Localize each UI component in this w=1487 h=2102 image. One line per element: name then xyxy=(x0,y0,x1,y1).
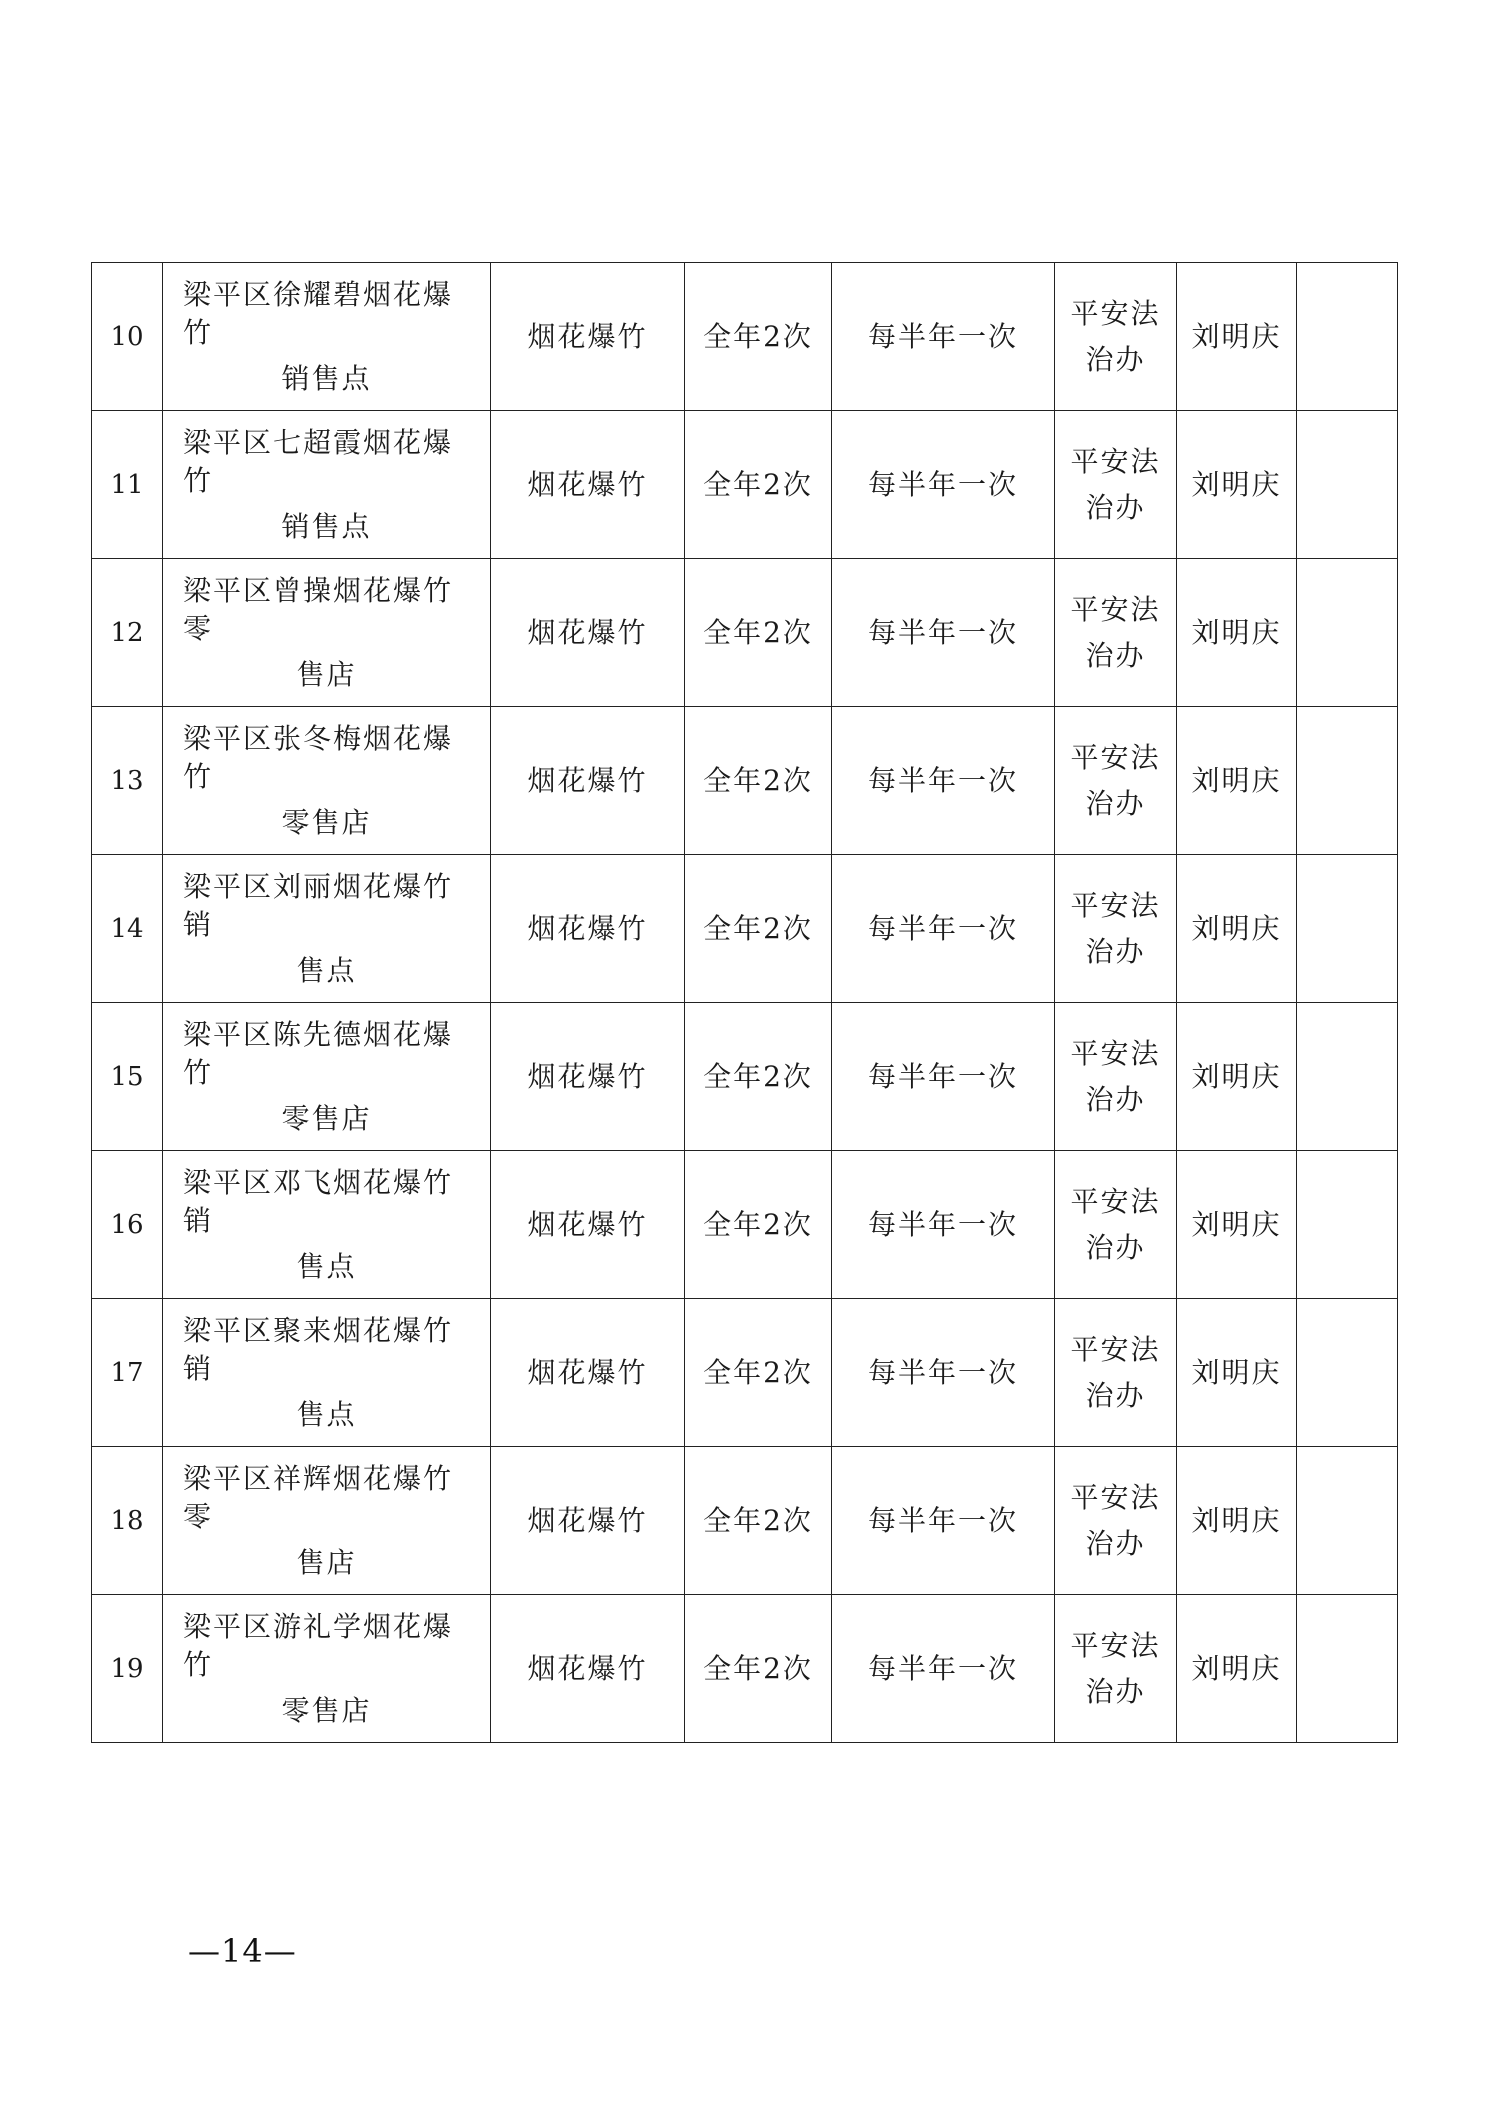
shop-name-cell xyxy=(163,263,491,411)
shop-name-line2: 售点 xyxy=(296,1249,357,1283)
row-index-cell xyxy=(92,1151,163,1299)
category-cell xyxy=(491,1299,685,1447)
remarks-cell xyxy=(1297,1595,1398,1743)
unit-line2: 治办 xyxy=(1085,934,1146,968)
row-index: 16 xyxy=(110,1209,144,1240)
schedule-cell xyxy=(832,559,1055,707)
row-index: 15 xyxy=(110,1061,144,1092)
table-row xyxy=(92,1447,1398,1595)
responsible-person: 刘明庆 xyxy=(1191,1059,1282,1093)
frequency: 全年2次 xyxy=(703,1651,813,1685)
schedule: 每半年一次 xyxy=(867,911,1018,945)
schedule: 每半年一次 xyxy=(867,467,1018,501)
schedule-cell xyxy=(832,263,1055,411)
shop-name-cell xyxy=(163,1595,491,1743)
row-index: 18 xyxy=(110,1505,144,1536)
table-body xyxy=(92,263,1398,1743)
row-index-cell xyxy=(92,411,163,559)
row-index: 19 xyxy=(110,1653,144,1684)
person-cell xyxy=(1177,1299,1297,1447)
schedule: 每半年一次 xyxy=(867,763,1018,797)
unit-line1: 平安法 xyxy=(1070,1332,1161,1366)
category: 烟花爆竹 xyxy=(527,1651,648,1685)
shop-name-line1: 梁平区聚来烟花爆竹销 xyxy=(183,1313,454,1385)
row-index: 14 xyxy=(110,913,144,944)
schedule-cell xyxy=(832,1003,1055,1151)
remarks-cell xyxy=(1297,1151,1398,1299)
unit-line1: 平安法 xyxy=(1070,888,1161,922)
person-cell xyxy=(1177,1595,1297,1743)
unit-line1: 平安法 xyxy=(1070,296,1161,330)
frequency: 全年2次 xyxy=(703,1059,813,1093)
person-cell xyxy=(1177,707,1297,855)
row-index-cell xyxy=(92,1003,163,1151)
schedule-cell xyxy=(832,1299,1055,1447)
person-cell xyxy=(1177,1151,1297,1299)
category: 烟花爆竹 xyxy=(527,1207,648,1241)
responsible-person: 刘明庆 xyxy=(1191,1207,1282,1241)
row-index-cell xyxy=(92,1595,163,1743)
category-cell xyxy=(491,559,685,707)
unit-cell xyxy=(1055,411,1177,559)
shop-name-line2: 售点 xyxy=(296,953,357,987)
shop-name-line1: 梁平区徐耀碧烟花爆竹 xyxy=(183,277,454,349)
shop-name-cell xyxy=(163,1447,491,1595)
shop-name-line2: 零售店 xyxy=(281,805,372,839)
schedule-cell xyxy=(832,1595,1055,1743)
shop-name-line1: 梁平区游礼学烟花爆竹 xyxy=(183,1609,454,1681)
unit-line1: 平安法 xyxy=(1070,444,1161,478)
shop-name-cell xyxy=(163,855,491,1003)
table-row xyxy=(92,1595,1398,1743)
category: 烟花爆竹 xyxy=(527,1355,648,1389)
schedule-cell xyxy=(832,1447,1055,1595)
unit-line1: 平安法 xyxy=(1070,1480,1161,1514)
table-row xyxy=(92,411,1398,559)
schedule-cell xyxy=(832,855,1055,1003)
shop-name-line1: 梁平区邓飞烟花爆竹销 xyxy=(183,1165,454,1237)
shop-name-line2: 零售店 xyxy=(281,1693,372,1727)
shop-name-cell xyxy=(163,1003,491,1151)
unit-line2: 治办 xyxy=(1085,490,1146,524)
shop-name-cell xyxy=(163,1299,491,1447)
table-row xyxy=(92,855,1398,1003)
unit-cell xyxy=(1055,855,1177,1003)
frequency: 全年2次 xyxy=(703,319,813,353)
schedule-cell xyxy=(832,411,1055,559)
row-index-cell xyxy=(92,1299,163,1447)
unit-line2: 治办 xyxy=(1085,1082,1146,1116)
row-index-cell xyxy=(92,855,163,1003)
unit-line2: 治办 xyxy=(1085,1674,1146,1708)
shop-name-line1: 梁平区祥辉烟花爆竹零 xyxy=(183,1461,454,1533)
table-row xyxy=(92,1003,1398,1151)
shop-name-line1: 梁平区陈先德烟花爆竹 xyxy=(183,1017,454,1089)
person-cell xyxy=(1177,1447,1297,1595)
category: 烟花爆竹 xyxy=(527,467,648,501)
frequency: 全年2次 xyxy=(703,1355,813,1389)
shop-name-line1: 梁平区七超霞烟花爆竹 xyxy=(183,425,454,497)
schedule: 每半年一次 xyxy=(867,615,1018,649)
schedule: 每半年一次 xyxy=(867,1503,1018,1537)
page-number: —14— xyxy=(188,1932,297,1970)
row-index: 13 xyxy=(110,765,144,796)
row-index: 11 xyxy=(110,469,144,500)
remarks-cell xyxy=(1297,1003,1398,1151)
unit-cell xyxy=(1055,1595,1177,1743)
frequency-cell xyxy=(685,411,832,559)
frequency-cell xyxy=(685,1003,832,1151)
unit-cell xyxy=(1055,1003,1177,1151)
category: 烟花爆竹 xyxy=(527,763,648,797)
unit-line1: 平安法 xyxy=(1070,592,1161,626)
unit-line2: 治办 xyxy=(1085,786,1146,820)
category-cell xyxy=(491,855,685,1003)
frequency-cell xyxy=(685,263,832,411)
schedule-cell xyxy=(832,707,1055,855)
shop-name-line2: 销售点 xyxy=(281,361,372,395)
row-index: 12 xyxy=(110,617,144,648)
frequency-cell xyxy=(685,559,832,707)
remarks-cell xyxy=(1297,559,1398,707)
category: 烟花爆竹 xyxy=(527,615,648,649)
table-row xyxy=(92,707,1398,855)
unit-cell xyxy=(1055,707,1177,855)
responsible-person: 刘明庆 xyxy=(1191,911,1282,945)
unit-cell xyxy=(1055,559,1177,707)
unit-line2: 治办 xyxy=(1085,342,1146,376)
shop-name-line2: 售店 xyxy=(296,1545,357,1579)
table-row xyxy=(92,1299,1398,1447)
unit-line1: 平安法 xyxy=(1070,740,1161,774)
responsible-person: 刘明庆 xyxy=(1191,319,1282,353)
category-cell xyxy=(491,1595,685,1743)
frequency: 全年2次 xyxy=(703,763,813,797)
person-cell xyxy=(1177,559,1297,707)
row-index: 10 xyxy=(110,321,144,352)
schedule: 每半年一次 xyxy=(867,1207,1018,1241)
responsible-person: 刘明庆 xyxy=(1191,763,1282,797)
row-index-cell xyxy=(92,559,163,707)
frequency: 全年2次 xyxy=(703,1207,813,1241)
schedule: 每半年一次 xyxy=(867,1059,1018,1093)
frequency: 全年2次 xyxy=(703,467,813,501)
person-cell xyxy=(1177,855,1297,1003)
unit-line1: 平安法 xyxy=(1070,1628,1161,1662)
frequency: 全年2次 xyxy=(703,911,813,945)
unit-line2: 治办 xyxy=(1085,1526,1146,1560)
shop-name-line1: 梁平区刘丽烟花爆竹销 xyxy=(183,869,454,941)
frequency-cell xyxy=(685,1151,832,1299)
person-cell xyxy=(1177,263,1297,411)
person-cell xyxy=(1177,411,1297,559)
shop-name-line2: 售点 xyxy=(296,1397,357,1431)
responsible-person: 刘明庆 xyxy=(1191,1355,1282,1389)
frequency-cell xyxy=(685,855,832,1003)
frequency-cell xyxy=(685,1595,832,1743)
shop-name-line1: 梁平区曾操烟花爆竹零 xyxy=(183,573,454,645)
row-index: 17 xyxy=(110,1357,144,1388)
unit-line1: 平安法 xyxy=(1070,1184,1161,1218)
unit-cell xyxy=(1055,1447,1177,1595)
category-cell xyxy=(491,707,685,855)
responsible-person: 刘明庆 xyxy=(1191,1503,1282,1537)
frequency-cell xyxy=(685,1447,832,1595)
unit-line2: 治办 xyxy=(1085,1378,1146,1412)
schedule: 每半年一次 xyxy=(867,1651,1018,1685)
responsible-person: 刘明庆 xyxy=(1191,467,1282,501)
unit-line2: 治办 xyxy=(1085,1230,1146,1264)
shop-name-line1: 梁平区张冬梅烟花爆竹 xyxy=(183,721,454,793)
category: 烟花爆竹 xyxy=(527,1059,648,1093)
schedule: 每半年一次 xyxy=(867,319,1018,353)
responsible-person: 刘明庆 xyxy=(1191,1651,1282,1685)
category-cell xyxy=(491,1003,685,1151)
unit-line1: 平安法 xyxy=(1070,1036,1161,1070)
category-cell xyxy=(491,411,685,559)
inspection-table xyxy=(91,262,1398,1743)
category-cell xyxy=(491,1151,685,1299)
shop-name-cell xyxy=(163,1151,491,1299)
shop-name-line2: 零售店 xyxy=(281,1101,372,1135)
category: 烟花爆竹 xyxy=(527,911,648,945)
table-row xyxy=(92,263,1398,411)
person-cell xyxy=(1177,1003,1297,1151)
remarks-cell xyxy=(1297,263,1398,411)
unit-line2: 治办 xyxy=(1085,638,1146,672)
category-cell xyxy=(491,1447,685,1595)
shop-name-line2: 销售点 xyxy=(281,509,372,543)
row-index-cell xyxy=(92,263,163,411)
remarks-cell xyxy=(1297,1447,1398,1595)
unit-cell xyxy=(1055,1151,1177,1299)
table-row xyxy=(92,1151,1398,1299)
remarks-cell xyxy=(1297,707,1398,855)
schedule: 每半年一次 xyxy=(867,1355,1018,1389)
remarks-cell xyxy=(1297,411,1398,559)
category: 烟花爆竹 xyxy=(527,319,648,353)
unit-cell xyxy=(1055,263,1177,411)
table-row xyxy=(92,559,1398,707)
frequency-cell xyxy=(685,707,832,855)
frequency-cell xyxy=(685,1299,832,1447)
shop-name-cell xyxy=(163,411,491,559)
row-index-cell xyxy=(92,707,163,855)
row-index-cell xyxy=(92,1447,163,1595)
shop-name-cell xyxy=(163,559,491,707)
frequency: 全年2次 xyxy=(703,615,813,649)
category: 烟花爆竹 xyxy=(527,1503,648,1537)
schedule-cell xyxy=(832,1151,1055,1299)
remarks-cell xyxy=(1297,1299,1398,1447)
shop-name-line2: 售店 xyxy=(296,657,357,691)
shop-name-cell xyxy=(163,707,491,855)
remarks-cell xyxy=(1297,855,1398,1003)
frequency: 全年2次 xyxy=(703,1503,813,1537)
unit-cell xyxy=(1055,1299,1177,1447)
responsible-person: 刘明庆 xyxy=(1191,615,1282,649)
category-cell xyxy=(491,263,685,411)
